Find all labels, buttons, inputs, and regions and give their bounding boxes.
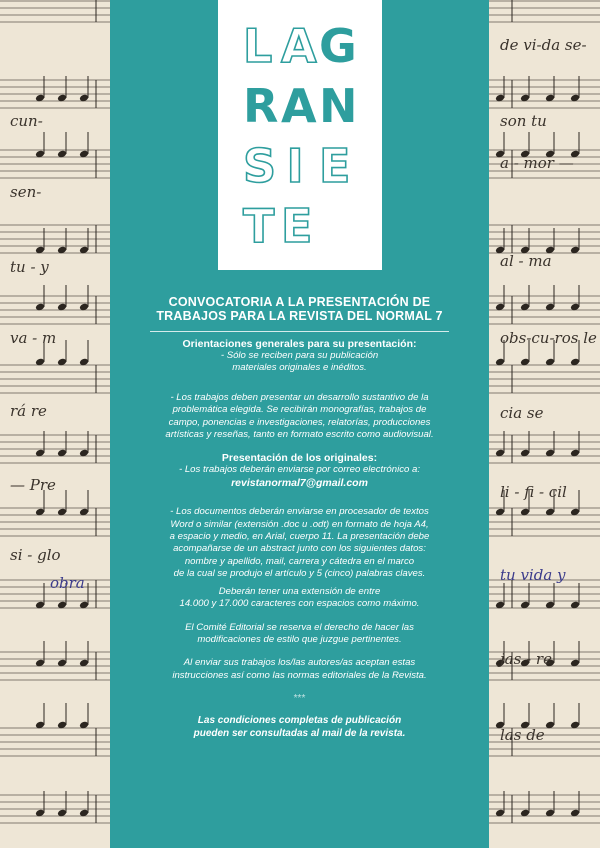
logo-letter: R — [243, 79, 289, 133]
score-lyric-left: obra — [50, 574, 85, 592]
logo-row-3 — [218, 139, 382, 193]
text-line: de la cual se produjo el artículo y 5 (cinco) palabras claves. — [173, 568, 426, 580]
score-lyric-right: son tu — [500, 112, 547, 130]
closing-line: pueden ser consultadas al mail de la revista. — [193, 728, 406, 740]
text-line: modificaciones de estilo que juzgue pertinentes. — [197, 633, 402, 645]
text-line: campo, ponencias e investigaciones, relatorías, producciones — [168, 416, 431, 428]
score-lyric-right: de vi-da se- — [500, 36, 587, 54]
logo-letter: G — [319, 19, 367, 73]
logo-row-1 — [218, 19, 382, 73]
logo-letter: A — [281, 79, 327, 133]
submission-email[interactable]: revistanormal7@gmail.com — [231, 476, 368, 489]
score-lyric-left: rá re — [10, 402, 47, 420]
score-lyric-right: las de — [500, 726, 545, 744]
section-heading-presentacion: Presentación de los originales: — [221, 452, 378, 465]
score-lyric-right: tu vida y — [500, 566, 566, 584]
logo-letter: A — [281, 19, 327, 73]
text-line: - Sólo se reciben para su publicación — [220, 350, 379, 361]
score-lyric-right: cia se — [500, 404, 544, 422]
main-title-line: CONVOCATORIA A LA PRESENTACIÓN DE — [168, 295, 431, 309]
text-line: acompañarse de un abstract junto con los siguientes datos: — [173, 543, 426, 555]
panel-content — [130, 295, 469, 740]
logo-letter: E — [281, 199, 323, 253]
text-line: 14.000 y 17.000 caracteres con espacios como máximo. — [179, 598, 420, 610]
logo-letter: N — [319, 79, 368, 133]
logo-row-4 — [218, 199, 382, 253]
logo-row-2 — [218, 79, 382, 133]
text-line: Word o similar (extensión .doc u .odt) en formato de hoja A4, — [170, 518, 429, 530]
logo-letter: T — [243, 199, 285, 253]
section-heading-orientaciones: Orientaciones generales para su presentación: — [182, 338, 417, 350]
text-line: instrucciones así como las normas editoriales de la Revista. — [172, 669, 427, 681]
logo-letter: E — [319, 139, 361, 193]
section-divider-dots: *** — [293, 693, 306, 705]
text-line: artísticas y reseñas, tanto en formato escrito como audiovisual. — [165, 429, 434, 441]
score-lyric-left: — Pre — [10, 476, 56, 494]
text-line: Al enviar sus trabajos los/las autores/as aceptan estas — [183, 657, 416, 669]
closing-line: Las condiciones completas de publicación — [197, 715, 402, 727]
score-lyric-left: cun- — [10, 112, 43, 130]
score-lyric-left: sen- — [10, 183, 42, 201]
logo-letter: L — [243, 19, 283, 73]
logo-letter: I — [286, 139, 314, 193]
logo-letter: S — [243, 139, 287, 193]
score-lyric-left: si - glo — [10, 546, 61, 564]
score-lyric-right: al - ma — [500, 252, 552, 270]
text-line: a espacio y medio, en Arial, cuerpo 11. La presentación debe — [169, 531, 430, 543]
text-line: problemática elegida. Se recibirán monografías, trabajos de — [172, 404, 427, 416]
text-line: nombre y apellido, mail, carrera y cátedra en el marco — [184, 555, 415, 567]
call-for-papers-panel — [110, 0, 489, 848]
text-line: - Los documentos deberán enviarse en procesador de textos — [170, 506, 429, 518]
score-lyric-right: a - mor — — [500, 154, 574, 172]
text-line: - Los trabajos deberán enviarse por correo electrónico a: — [178, 464, 421, 476]
score-lyric-right: li - fi - cil — [500, 483, 567, 501]
la-gran-siete-logo — [218, 0, 382, 270]
text-line: Deberán tener una extensión de entre — [218, 585, 381, 597]
text-line: - Los trabajos deben presentar un desarrollo sustantivo de la — [170, 391, 429, 403]
title-divider — [150, 331, 449, 332]
text-line: materiales originales e inéditos. — [232, 362, 367, 374]
text-line: El Comité Editorial se reserva el derecho de hacer las — [185, 621, 414, 633]
score-lyric-left: tu - y — [10, 258, 49, 276]
score-lyric-right: obs-cu-ros le — [500, 329, 597, 347]
score-lyric-right: jas - re — [500, 650, 552, 668]
score-lyric-left: va - m — [10, 329, 57, 347]
main-title-line: TRABAJOS PARA LA REVISTA DEL NORMAL 7 — [156, 309, 443, 323]
